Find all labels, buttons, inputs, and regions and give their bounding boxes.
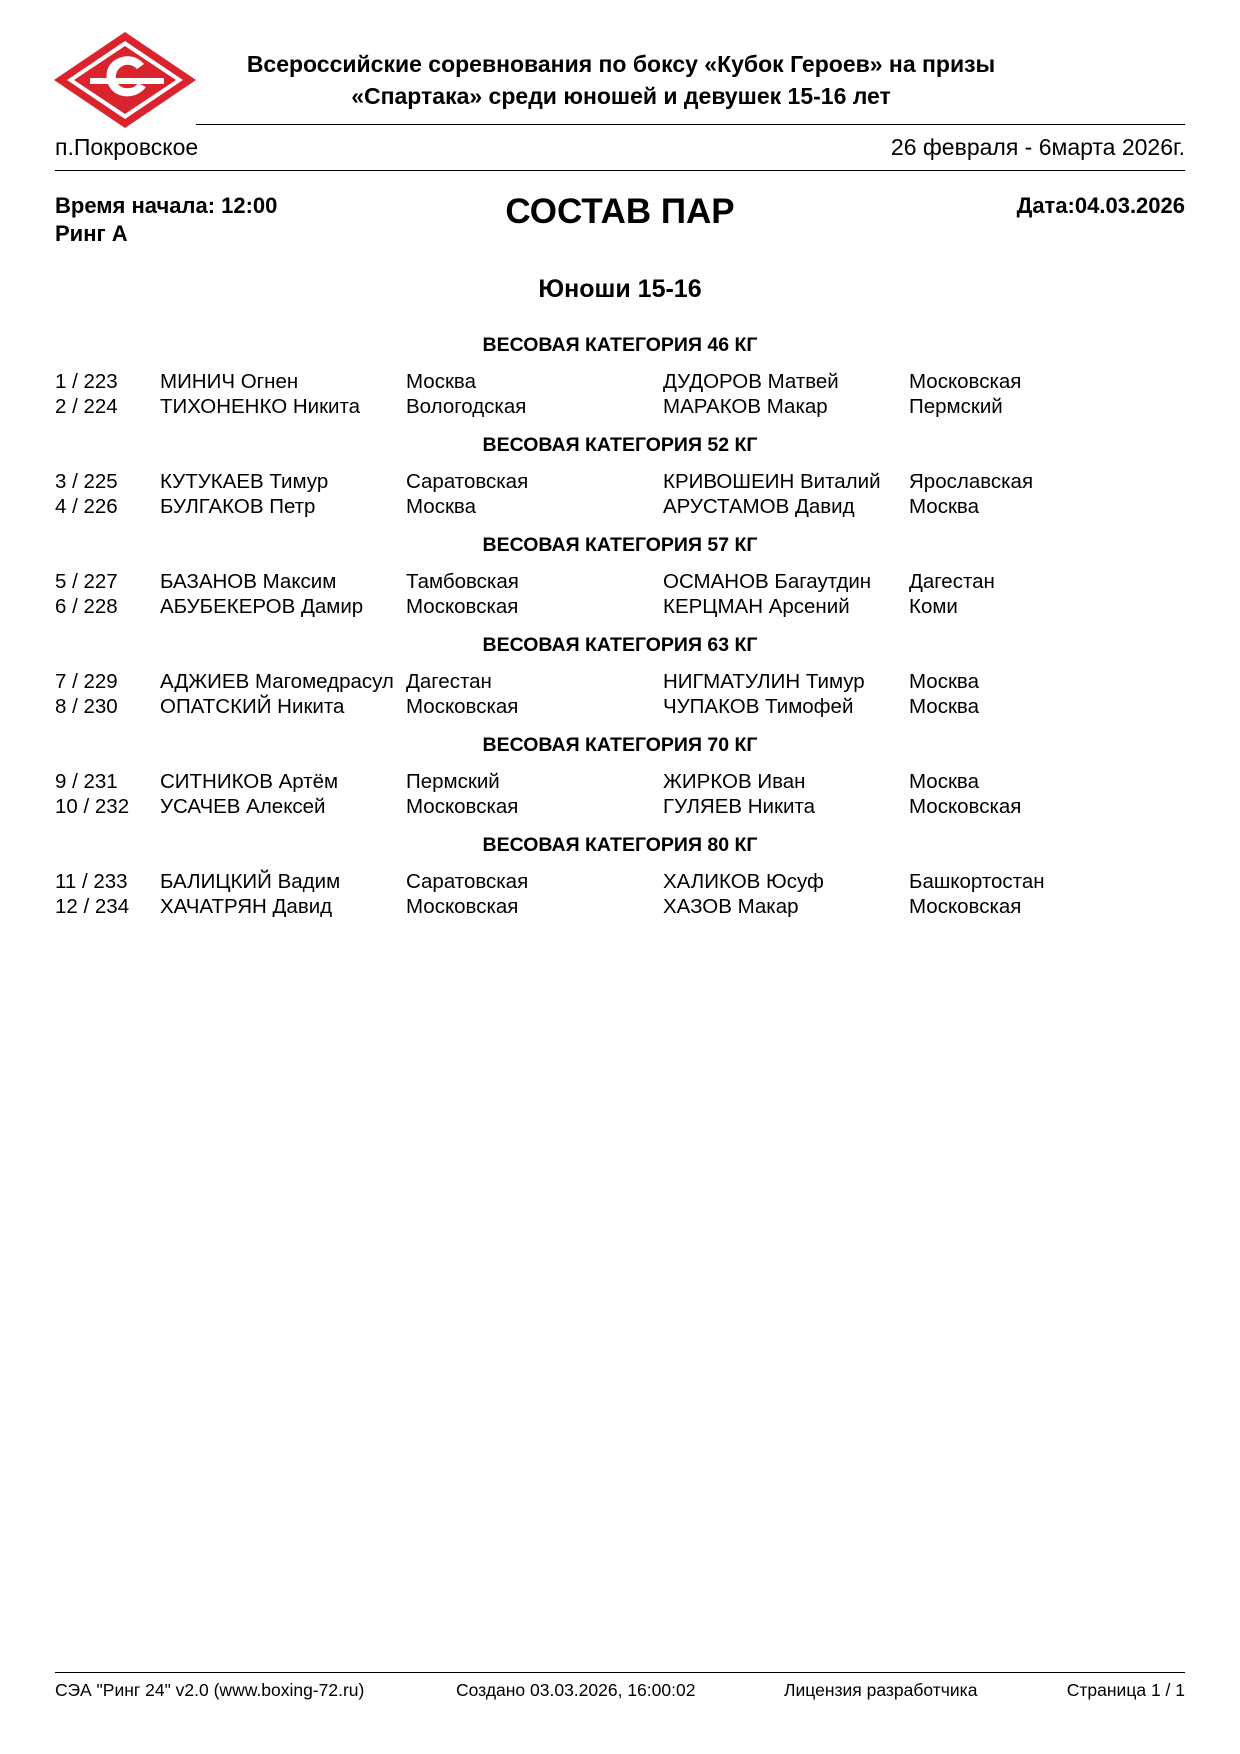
red-corner-region: Вологодская [406, 395, 527, 418]
weight-category-title: ВЕСОВАЯ КАТЕГОРИЯ 46 КГ [482, 334, 758, 356]
red-corner-boxer: БАЛИЦКИЙ Вадим [160, 870, 341, 893]
red-corner-boxer: УСАЧЕВ Алексей [160, 795, 326, 818]
red-corner-boxer: АБУБЕКЕРОВ Дамир [160, 595, 364, 618]
competition-dates: 26 февраля - 6марта 2026г. [890, 134, 1185, 160]
weight-category [55, 330, 1185, 430]
bout-number: 6 / 228 [55, 595, 118, 618]
bout-row [55, 569, 1185, 594]
competition-title-line1: Всероссийские соревнования по боксу «Кубок Героев» на призы [246, 51, 996, 77]
bout-number: 7 / 229 [55, 670, 118, 693]
bout-number: 1 / 223 [55, 370, 118, 393]
bout-row [55, 594, 1185, 619]
red-corner-region: Москва [406, 495, 476, 518]
red-corner-region: Московская [406, 795, 519, 818]
red-corner-region: Дагестан [406, 670, 492, 693]
bout-row [55, 769, 1185, 794]
blue-corner-region: Коми [909, 595, 958, 618]
ring-label: Ринг А [55, 221, 128, 246]
blue-corner-region: Дагестан [909, 570, 995, 593]
blue-corner-boxer: НИГМАТУЛИН Тимур [663, 670, 865, 693]
blue-corner-region: Башкортостан [909, 870, 1045, 893]
red-corner-boxer: БУЛГАКОВ Петр [160, 495, 316, 518]
footer-license: Лицензия разработчика [784, 1680, 978, 1700]
age-group-title: Юноши 15-16 [538, 275, 702, 303]
weight-categories [55, 330, 1185, 930]
competition-title [198, 48, 1044, 112]
weight-category [55, 530, 1185, 630]
weight-category [55, 430, 1185, 530]
blue-corner-region: Пермский [909, 395, 1003, 418]
red-corner-region: Тамбовская [406, 570, 519, 593]
weight-category-title: ВЕСОВАЯ КАТЕГОРИЯ 57 КГ [482, 534, 758, 556]
blue-corner-boxer: МАРАКОВ Макар [663, 395, 828, 418]
red-corner-boxer: АДЖИЕВ Магомедрасул [160, 670, 394, 693]
competition-title-line2: «Спартака» среди юношей и девушек 15-16 лет [351, 83, 891, 109]
page-title: СОСТАВ ПАР [505, 192, 735, 231]
weight-category-title: ВЕСОВАЯ КАТЕГОРИЯ 63 КГ [482, 634, 758, 656]
bout-row [55, 394, 1185, 419]
info-divider [55, 170, 1185, 171]
red-corner-boxer: ТИХОНЕНКО Никита [160, 395, 361, 418]
blue-corner-boxer: ГУЛЯЕВ Никита [663, 795, 815, 818]
blue-corner-region: Москва [909, 695, 979, 718]
blue-corner-region: Москва [909, 495, 979, 518]
weight-category-title: ВЕСОВАЯ КАТЕГОРИЯ 80 КГ [482, 834, 758, 856]
blue-corner-boxer: ЖИРКОВ Иван [663, 770, 806, 793]
document-date: Дата:04.03.2026 [1016, 193, 1185, 218]
bout-row [55, 494, 1185, 519]
blue-corner-region: Ярославская [909, 470, 1034, 493]
red-corner-boxer: СИТНИКОВ Артём [160, 770, 339, 793]
bout-number: 5 / 227 [55, 570, 118, 593]
footer-created: Создано 03.03.2026, 16:00:02 [456, 1680, 696, 1700]
blue-corner-boxer: АРУСТАМОВ Давид [663, 495, 855, 518]
red-corner-boxer: БАЗАНОВ Максим [160, 570, 337, 593]
bout-number: 2 / 224 [55, 395, 118, 418]
blue-corner-boxer: ЧУПАКОВ Тимофей [663, 695, 854, 718]
blue-corner-region: Московская [909, 370, 1022, 393]
blue-corner-boxer: ХАЛИКОВ Юсуф [663, 870, 824, 893]
blue-corner-boxer: ДУДОРОВ Матвей [663, 370, 839, 393]
bout-number: 3 / 225 [55, 470, 118, 493]
bout-row [55, 869, 1185, 894]
bout-row [55, 794, 1185, 819]
footer-page-number: Страница 1 / 1 [1066, 1680, 1185, 1700]
bout-row [55, 694, 1185, 719]
blue-corner-region: Москва [909, 770, 979, 793]
spartak-logo [52, 30, 198, 130]
weight-category-title: ВЕСОВАЯ КАТЕГОРИЯ 52 КГ [482, 434, 758, 456]
red-corner-boxer: ХАЧАТРЯН Давид [160, 895, 333, 918]
bout-number: 8 / 230 [55, 695, 118, 718]
red-corner-region: Пермский [406, 770, 500, 793]
header-divider [196, 124, 1185, 125]
weight-category [55, 830, 1185, 930]
weight-category [55, 630, 1185, 730]
blue-corner-boxer: КЕРЦМАН Арсений [663, 595, 850, 618]
bout-row [55, 669, 1185, 694]
weight-category-title: ВЕСОВАЯ КАТЕГОРИЯ 70 КГ [482, 734, 758, 756]
red-corner-boxer: КУТУКАЕВ Тимур [160, 470, 329, 493]
bout-row [55, 469, 1185, 494]
red-corner-region: Саратовская [406, 870, 529, 893]
red-corner-region: Саратовская [406, 470, 529, 493]
blue-corner-region: Московская [909, 895, 1022, 918]
blue-corner-boxer: КРИВОШЕИН Виталий [663, 470, 881, 493]
bout-number: 4 / 226 [55, 495, 118, 518]
bout-number: 11 / 233 [55, 870, 128, 893]
bout-number: 10 / 232 [55, 795, 130, 818]
blue-corner-boxer: ОСМАНОВ Багаутдин [663, 570, 872, 593]
red-corner-region: Москва [406, 370, 476, 393]
start-time: Время начала: 12:00 [55, 193, 278, 218]
footer-system: СЭА "Ринг 24" v2.0 (www.boxing-72.ru) [55, 1680, 365, 1700]
red-corner-boxer: МИНИЧ Огнен [160, 370, 299, 393]
bout-row [55, 369, 1185, 394]
blue-corner-boxer: ХАЗОВ Макар [663, 895, 799, 918]
bout-number: 12 / 234 [55, 895, 130, 918]
red-corner-boxer: ОПАТСКИЙ Никита [160, 695, 345, 718]
weight-category [55, 730, 1185, 830]
red-corner-region: Московская [406, 895, 519, 918]
blue-corner-region: Московская [909, 795, 1022, 818]
red-corner-region: Московская [406, 595, 519, 618]
venue: п.Покровское [55, 134, 199, 160]
footer-divider [55, 1672, 1185, 1673]
blue-corner-region: Москва [909, 670, 979, 693]
red-corner-region: Московская [406, 695, 519, 718]
bout-number: 9 / 231 [55, 770, 118, 793]
bout-row [55, 894, 1185, 919]
